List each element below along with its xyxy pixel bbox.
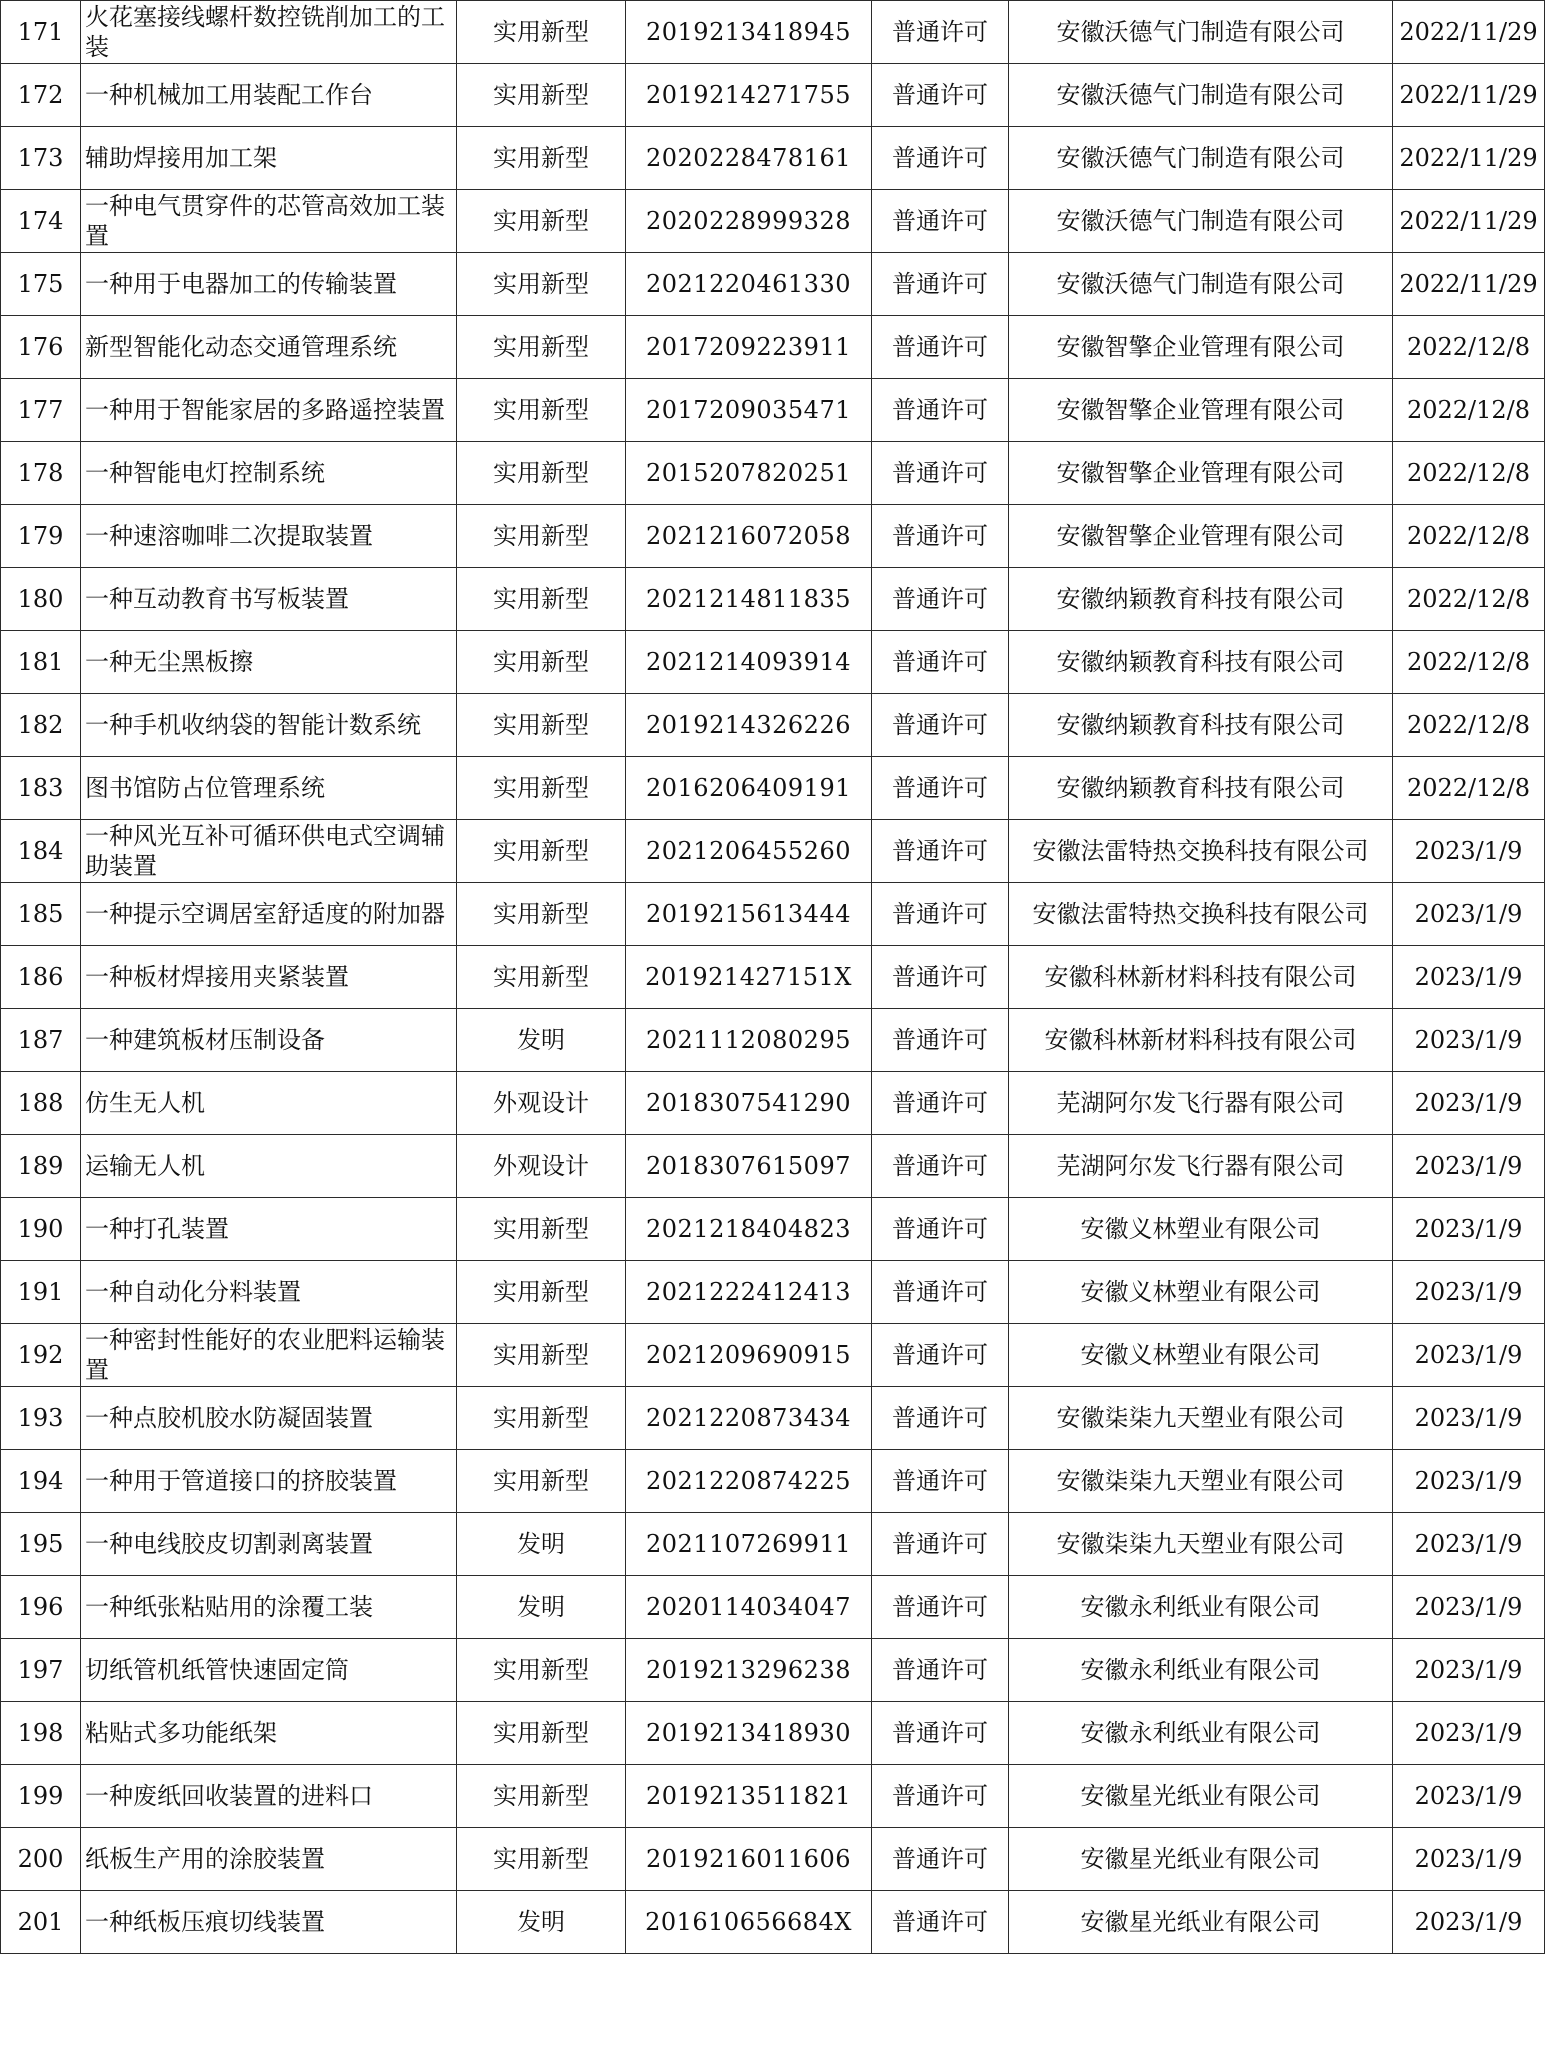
- license-date-cell: 2023/1/9: [1393, 1387, 1545, 1450]
- license-type-cell: 普通许可: [872, 1261, 1009, 1324]
- table-row: [1, 190, 1545, 253]
- patent-type-cell: 实用新型: [457, 442, 626, 505]
- license-date-cell: 2023/1/9: [1393, 1261, 1545, 1324]
- patent-type-cell: 外观设计: [457, 1072, 626, 1135]
- patent-number-cell: 2021206455260: [626, 820, 872, 883]
- license-date-cell: 2023/1/9: [1393, 1135, 1545, 1198]
- license-type-cell: 普通许可: [872, 1198, 1009, 1261]
- patent-type-cell: 实用新型: [457, 316, 626, 379]
- patent-type-cell: 实用新型: [457, 1, 626, 64]
- patent-type-cell: 实用新型: [457, 1828, 626, 1891]
- license-date-cell: 2022/12/8: [1393, 694, 1545, 757]
- patent-number-cell: 2021209690915: [626, 1324, 872, 1387]
- patent-number-cell: 2019213511821: [626, 1765, 872, 1828]
- row-number-cell: 180: [1, 568, 81, 631]
- patent-number-cell: 2015207820251: [626, 442, 872, 505]
- row-number-cell: 201: [1, 1891, 81, 1954]
- row-number-cell: 196: [1, 1576, 81, 1639]
- row-number-cell: 176: [1, 316, 81, 379]
- row-number-cell: 185: [1, 883, 81, 946]
- licensee-company-cell: 安徽智擎企业管理有限公司: [1009, 316, 1393, 379]
- license-date-cell: 2022/12/8: [1393, 757, 1545, 820]
- patent-number-cell: 2021218404823: [626, 1198, 872, 1261]
- patent-name-cell: 一种手机收纳袋的智能计数系统: [81, 694, 457, 757]
- patent-number-cell: 2020228999328: [626, 190, 872, 253]
- license-type-cell: 普通许可: [872, 1891, 1009, 1954]
- patent-type-cell: 实用新型: [457, 1198, 626, 1261]
- licensee-company-cell: 安徽智擎企业管理有限公司: [1009, 442, 1393, 505]
- patent-type-cell: 实用新型: [457, 379, 626, 442]
- patent-number-cell: 2020228478161: [626, 127, 872, 190]
- license-date-cell: 2023/1/9: [1393, 1009, 1545, 1072]
- patent-number-cell: 2019214271755: [626, 64, 872, 127]
- patent-type-cell: 实用新型: [457, 820, 626, 883]
- patent-name-cell: 火花塞接线螺杆数控铣削加工的工装: [81, 1, 457, 64]
- patent-type-cell: 实用新型: [457, 253, 626, 316]
- patent-name-cell: 一种无尘黑板擦: [81, 631, 457, 694]
- patent-number-cell: 2017209223911: [626, 316, 872, 379]
- table-row: [1, 1702, 1545, 1765]
- table-row: [1, 1387, 1545, 1450]
- patent-number-cell: 2021107269911: [626, 1513, 872, 1576]
- row-number-cell: 172: [1, 64, 81, 127]
- license-type-cell: 普通许可: [872, 1765, 1009, 1828]
- patent-name-cell: 一种智能电灯控制系统: [81, 442, 457, 505]
- patent-type-cell: 实用新型: [457, 190, 626, 253]
- patent-name-cell: 一种机械加工用装配工作台: [81, 64, 457, 127]
- license-date-cell: 2022/11/29: [1393, 253, 1545, 316]
- patent-name-cell: 一种速溶咖啡二次提取装置: [81, 505, 457, 568]
- license-date-cell: 2022/11/29: [1393, 190, 1545, 253]
- license-type-cell: 普通许可: [872, 1450, 1009, 1513]
- table-row: [1, 820, 1545, 883]
- patent-number-cell: 2017209035471: [626, 379, 872, 442]
- license-type-cell: 普通许可: [872, 568, 1009, 631]
- row-number-cell: 178: [1, 442, 81, 505]
- license-type-cell: 普通许可: [872, 1639, 1009, 1702]
- patent-name-cell: 一种密封性能好的农业肥料运输装置: [81, 1324, 457, 1387]
- table-body: [1, 1, 1545, 1954]
- row-number-cell: 195: [1, 1513, 81, 1576]
- patent-name-cell: 一种提示空调居室舒适度的附加器: [81, 883, 457, 946]
- license-date-cell: 2023/1/9: [1393, 1765, 1545, 1828]
- patent-number-cell: 2018307541290: [626, 1072, 872, 1135]
- licensee-company-cell: 安徽沃德气门制造有限公司: [1009, 1, 1393, 64]
- table-row: [1, 1828, 1545, 1891]
- licensee-company-cell: 安徽沃德气门制造有限公司: [1009, 64, 1393, 127]
- patent-number-cell: 2019213296238: [626, 1639, 872, 1702]
- table-row: [1, 1513, 1545, 1576]
- licensee-company-cell: 安徽科林新材料科技有限公司: [1009, 1009, 1393, 1072]
- table-row: [1, 1639, 1545, 1702]
- table-row: [1, 1, 1545, 64]
- row-number-cell: 193: [1, 1387, 81, 1450]
- table-row: [1, 316, 1545, 379]
- license-type-cell: 普通许可: [872, 1828, 1009, 1891]
- patent-number-cell: 2021220873434: [626, 1387, 872, 1450]
- license-type-cell: 普通许可: [872, 1513, 1009, 1576]
- patent-number-cell: 201610656684X: [626, 1891, 872, 1954]
- licensee-company-cell: 安徽柒柒九天塑业有限公司: [1009, 1387, 1393, 1450]
- row-number-cell: 187: [1, 1009, 81, 1072]
- patent-name-cell: 一种互动教育书写板装置: [81, 568, 457, 631]
- row-number-cell: 183: [1, 757, 81, 820]
- licensee-company-cell: 安徽法雷特热交换科技有限公司: [1009, 820, 1393, 883]
- licensee-company-cell: 安徽永利纸业有限公司: [1009, 1576, 1393, 1639]
- patent-type-cell: 实用新型: [457, 1450, 626, 1513]
- patent-type-cell: 实用新型: [457, 568, 626, 631]
- license-date-cell: 2022/11/29: [1393, 1, 1545, 64]
- patent-number-cell: 2021220461330: [626, 253, 872, 316]
- table-row: [1, 253, 1545, 316]
- patent-type-cell: 外观设计: [457, 1135, 626, 1198]
- patent-name-cell: 一种打孔装置: [81, 1198, 457, 1261]
- row-number-cell: 188: [1, 1072, 81, 1135]
- licensee-company-cell: 安徽法雷特热交换科技有限公司: [1009, 883, 1393, 946]
- licensee-company-cell: 安徽柒柒九天塑业有限公司: [1009, 1513, 1393, 1576]
- license-type-cell: 普通许可: [872, 442, 1009, 505]
- patent-number-cell: 2019216011606: [626, 1828, 872, 1891]
- patent-type-cell: 实用新型: [457, 1765, 626, 1828]
- patent-name-cell: 一种建筑板材压制设备: [81, 1009, 457, 1072]
- table-row: [1, 379, 1545, 442]
- table-row: [1, 505, 1545, 568]
- table-row: [1, 883, 1545, 946]
- license-date-cell: 2022/11/29: [1393, 64, 1545, 127]
- license-type-cell: 普通许可: [872, 883, 1009, 946]
- license-date-cell: 2023/1/9: [1393, 1828, 1545, 1891]
- patent-type-cell: 实用新型: [457, 1702, 626, 1765]
- patent-number-cell: 2021220874225: [626, 1450, 872, 1513]
- patent-type-cell: 发明: [457, 1009, 626, 1072]
- patent-number-cell: 2021214811835: [626, 568, 872, 631]
- patent-name-cell: 图书馆防占位管理系统: [81, 757, 457, 820]
- row-number-cell: 177: [1, 379, 81, 442]
- patent-number-cell: 201921427151X: [626, 946, 872, 1009]
- license-type-cell: 普通许可: [872, 253, 1009, 316]
- licensee-company-cell: 安徽永利纸业有限公司: [1009, 1702, 1393, 1765]
- patent-name-cell: 纸板生产用的涂胶装置: [81, 1828, 457, 1891]
- row-number-cell: 181: [1, 631, 81, 694]
- patent-name-cell: 一种纸张粘贴用的涂覆工装: [81, 1576, 457, 1639]
- table-row: [1, 1576, 1545, 1639]
- patent-name-cell: 一种点胶机胶水防凝固装置: [81, 1387, 457, 1450]
- licensee-company-cell: 安徽纳颖教育科技有限公司: [1009, 757, 1393, 820]
- license-type-cell: 普通许可: [872, 64, 1009, 127]
- patent-number-cell: 2021222412413: [626, 1261, 872, 1324]
- patent-name-cell: 粘贴式多功能纸架: [81, 1702, 457, 1765]
- table-row: [1, 946, 1545, 1009]
- licensee-company-cell: 安徽沃德气门制造有限公司: [1009, 190, 1393, 253]
- patent-name-cell: 一种纸板压痕切线装置: [81, 1891, 457, 1954]
- patent-name-cell: 一种风光互补可循环供电式空调辅助装置: [81, 820, 457, 883]
- license-date-cell: 2023/1/9: [1393, 946, 1545, 1009]
- row-number-cell: 186: [1, 946, 81, 1009]
- licensee-company-cell: 安徽义林塑业有限公司: [1009, 1324, 1393, 1387]
- licensee-company-cell: 安徽义林塑业有限公司: [1009, 1198, 1393, 1261]
- patent-type-cell: 发明: [457, 1513, 626, 1576]
- table-row: [1, 1135, 1545, 1198]
- licensee-company-cell: 安徽星光纸业有限公司: [1009, 1765, 1393, 1828]
- row-number-cell: 200: [1, 1828, 81, 1891]
- row-number-cell: 198: [1, 1702, 81, 1765]
- patent-type-cell: 实用新型: [457, 883, 626, 946]
- licensee-company-cell: 芜湖阿尔发飞行器有限公司: [1009, 1072, 1393, 1135]
- patent-type-cell: 发明: [457, 1891, 626, 1954]
- license-type-cell: 普通许可: [872, 1324, 1009, 1387]
- patent-number-cell: 2021112080295: [626, 1009, 872, 1072]
- patent-number-cell: 2019214326226: [626, 694, 872, 757]
- row-number-cell: 199: [1, 1765, 81, 1828]
- row-number-cell: 189: [1, 1135, 81, 1198]
- license-date-cell: 2023/1/9: [1393, 1324, 1545, 1387]
- license-date-cell: 2022/11/29: [1393, 127, 1545, 190]
- license-date-cell: 2022/12/8: [1393, 631, 1545, 694]
- licensee-company-cell: 安徽义林塑业有限公司: [1009, 1261, 1393, 1324]
- license-type-cell: 普通许可: [872, 820, 1009, 883]
- table-row: [1, 631, 1545, 694]
- patent-type-cell: 实用新型: [457, 505, 626, 568]
- license-date-cell: 2023/1/9: [1393, 1198, 1545, 1261]
- patent-number-cell: 2021214093914: [626, 631, 872, 694]
- license-date-cell: 2022/12/8: [1393, 316, 1545, 379]
- patent-name-cell: 一种用于电器加工的传输装置: [81, 253, 457, 316]
- row-number-cell: 173: [1, 127, 81, 190]
- row-number-cell: 184: [1, 820, 81, 883]
- license-type-cell: 普通许可: [872, 379, 1009, 442]
- license-date-cell: 2022/12/8: [1393, 379, 1545, 442]
- patent-type-cell: 发明: [457, 1576, 626, 1639]
- patent-type-cell: 实用新型: [457, 1261, 626, 1324]
- patent-type-cell: 实用新型: [457, 1387, 626, 1450]
- table-row: [1, 1009, 1545, 1072]
- license-date-cell: 2023/1/9: [1393, 1513, 1545, 1576]
- table-row: [1, 64, 1545, 127]
- license-date-cell: 2023/1/9: [1393, 1072, 1545, 1135]
- patent-type-cell: 实用新型: [457, 64, 626, 127]
- patent-number-cell: 2016206409191: [626, 757, 872, 820]
- license-type-cell: 普通许可: [872, 694, 1009, 757]
- license-date-cell: 2023/1/9: [1393, 1891, 1545, 1954]
- license-date-cell: 2023/1/9: [1393, 883, 1545, 946]
- table-row: [1, 1450, 1545, 1513]
- patent-name-cell: 一种电气贯穿件的芯管高效加工装置: [81, 190, 457, 253]
- licensee-company-cell: 安徽智擎企业管理有限公司: [1009, 379, 1393, 442]
- patent-number-cell: 2019213418945: [626, 1, 872, 64]
- table-row: [1, 1891, 1545, 1954]
- patent-name-cell: 一种电线胶皮切割剥离装置: [81, 1513, 457, 1576]
- table-row: [1, 1324, 1545, 1387]
- table-row: [1, 1072, 1545, 1135]
- license-type-cell: 普通许可: [872, 1135, 1009, 1198]
- table-row: [1, 568, 1545, 631]
- license-date-cell: 2023/1/9: [1393, 1576, 1545, 1639]
- table-row: [1, 127, 1545, 190]
- license-type-cell: 普通许可: [872, 127, 1009, 190]
- license-type-cell: 普通许可: [872, 631, 1009, 694]
- patent-name-cell: 切纸管机纸管快速固定筒: [81, 1639, 457, 1702]
- table-row: [1, 694, 1545, 757]
- licensee-company-cell: 安徽星光纸业有限公司: [1009, 1891, 1393, 1954]
- patent-name-cell: 新型智能化动态交通管理系统: [81, 316, 457, 379]
- license-date-cell: 2022/12/8: [1393, 442, 1545, 505]
- license-type-cell: 普通许可: [872, 1702, 1009, 1765]
- license-type-cell: 普通许可: [872, 1, 1009, 64]
- license-type-cell: 普通许可: [872, 1387, 1009, 1450]
- license-type-cell: 普通许可: [872, 505, 1009, 568]
- patent-name-cell: 运输无人机: [81, 1135, 457, 1198]
- license-type-cell: 普通许可: [872, 757, 1009, 820]
- patent-name-cell: 一种废纸回收装置的进料口: [81, 1765, 457, 1828]
- patent-type-cell: 实用新型: [457, 946, 626, 1009]
- row-number-cell: 179: [1, 505, 81, 568]
- patent-number-cell: 2020114034047: [626, 1576, 872, 1639]
- license-date-cell: 2023/1/9: [1393, 1639, 1545, 1702]
- row-number-cell: 175: [1, 253, 81, 316]
- patent-type-cell: 实用新型: [457, 694, 626, 757]
- licensee-company-cell: 安徽沃德气门制造有限公司: [1009, 253, 1393, 316]
- patent-number-cell: 2019213418930: [626, 1702, 872, 1765]
- patent-name-cell: 一种用于管道接口的挤胶装置: [81, 1450, 457, 1513]
- license-date-cell: 2023/1/9: [1393, 1450, 1545, 1513]
- licensee-company-cell: 安徽纳颖教育科技有限公司: [1009, 568, 1393, 631]
- patent-name-cell: 一种用于智能家居的多路遥控装置: [81, 379, 457, 442]
- license-type-cell: 普通许可: [872, 1576, 1009, 1639]
- patent-name-cell: 辅助焊接用加工架: [81, 127, 457, 190]
- row-number-cell: 191: [1, 1261, 81, 1324]
- table-row: [1, 442, 1545, 505]
- row-number-cell: 174: [1, 190, 81, 253]
- license-date-cell: 2023/1/9: [1393, 820, 1545, 883]
- row-number-cell: 190: [1, 1198, 81, 1261]
- licensee-company-cell: 安徽星光纸业有限公司: [1009, 1828, 1393, 1891]
- license-type-cell: 普通许可: [872, 1009, 1009, 1072]
- table-row: [1, 1261, 1545, 1324]
- licensee-company-cell: 安徽纳颖教育科技有限公司: [1009, 694, 1393, 757]
- patent-name-cell: 仿生无人机: [81, 1072, 457, 1135]
- patent-type-cell: 实用新型: [457, 631, 626, 694]
- patent-name-cell: 一种自动化分料装置: [81, 1261, 457, 1324]
- patent-number-cell: 2021216072058: [626, 505, 872, 568]
- license-type-cell: 普通许可: [872, 1072, 1009, 1135]
- row-number-cell: 192: [1, 1324, 81, 1387]
- patent-type-cell: 实用新型: [457, 1324, 626, 1387]
- licensee-company-cell: 芜湖阿尔发飞行器有限公司: [1009, 1135, 1393, 1198]
- license-type-cell: 普通许可: [872, 190, 1009, 253]
- license-type-cell: 普通许可: [872, 316, 1009, 379]
- licensee-company-cell: 安徽科林新材料科技有限公司: [1009, 946, 1393, 1009]
- row-number-cell: 197: [1, 1639, 81, 1702]
- table-row: [1, 1765, 1545, 1828]
- row-number-cell: 182: [1, 694, 81, 757]
- row-number-cell: 171: [1, 1, 81, 64]
- patent-name-cell: 一种板材焊接用夹紧装置: [81, 946, 457, 1009]
- table-row: [1, 757, 1545, 820]
- patent-type-cell: 实用新型: [457, 1639, 626, 1702]
- licensee-company-cell: 安徽智擎企业管理有限公司: [1009, 505, 1393, 568]
- row-number-cell: 194: [1, 1450, 81, 1513]
- licensee-company-cell: 安徽沃德气门制造有限公司: [1009, 127, 1393, 190]
- patent-type-cell: 实用新型: [457, 757, 626, 820]
- licensee-company-cell: 安徽柒柒九天塑业有限公司: [1009, 1450, 1393, 1513]
- licensee-company-cell: 安徽纳颖教育科技有限公司: [1009, 631, 1393, 694]
- license-type-cell: 普通许可: [872, 946, 1009, 1009]
- patent-type-cell: 实用新型: [457, 127, 626, 190]
- license-date-cell: 2022/12/8: [1393, 505, 1545, 568]
- table-row: [1, 1198, 1545, 1261]
- license-date-cell: 2023/1/9: [1393, 1702, 1545, 1765]
- license-date-cell: 2022/12/8: [1393, 568, 1545, 631]
- patent-number-cell: 2019215613444: [626, 883, 872, 946]
- licensee-company-cell: 安徽永利纸业有限公司: [1009, 1639, 1393, 1702]
- patent-number-cell: 2018307615097: [626, 1135, 872, 1198]
